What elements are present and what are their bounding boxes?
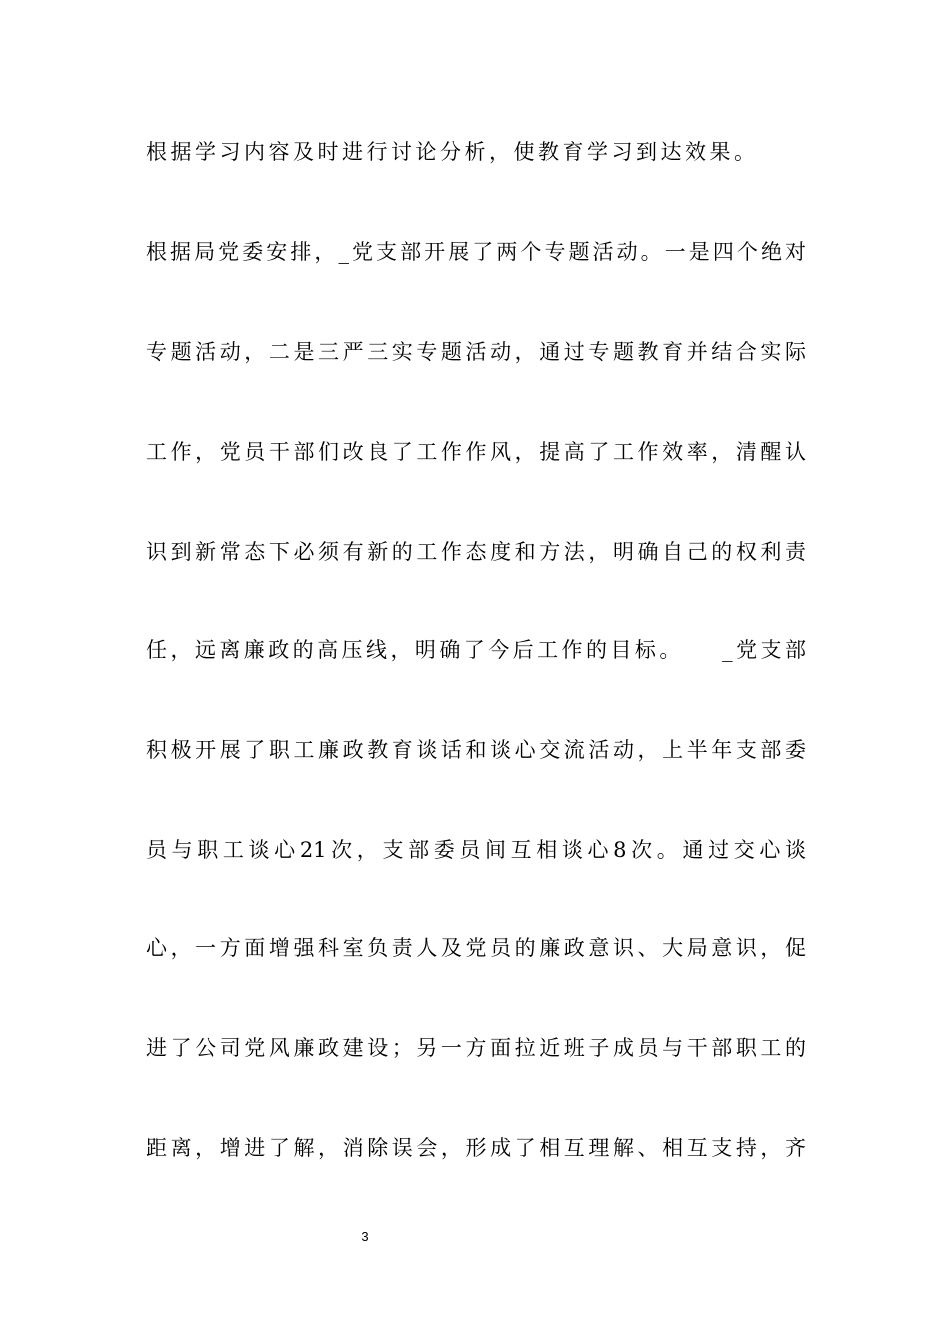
paragraph-line: 进了公司党风廉政建设；另一方面拉近班子成员与干部职工的 xyxy=(146,1036,806,1060)
paragraph-line: 专题活动，二是三严三实专题活动，通过专题教育并结合实际 xyxy=(146,340,806,364)
page-number: 3 xyxy=(361,1229,369,1244)
paragraph-line: 积极开展了职工廉政教育谈话和谈心交流活动，上半年支部委 xyxy=(146,738,806,762)
paragraph-line: 根据局党委安排，_党支部开展了两个专题活动。一是四个绝对 xyxy=(146,240,806,264)
paragraph-line: 工作，党员干部们改良了工作作风，提高了工作效率，清醒认 xyxy=(146,440,806,464)
paragraph-line: 员与职工谈心21次，支部委员间互相谈心8次。通过交心谈 xyxy=(146,838,806,862)
paragraph-line: 距离，增进了解，消除误会，形成了相互理解、相互支持，齐 xyxy=(146,1136,806,1160)
paragraph-line: 任，远离廉政的高压线，明确了今后工作的目标。 _党支部 xyxy=(146,638,806,662)
paragraph-line: 心，一方面增强科室负责人及党员的廉政意识、大局意识，促 xyxy=(146,936,806,960)
paragraph-line: 根据学习内容及时进行讨论分析，使教育学习到达效果。 xyxy=(146,140,759,164)
paragraph-line: 识到新常态下必须有新的工作态度和方法，明确自己的权利责 xyxy=(146,540,806,564)
